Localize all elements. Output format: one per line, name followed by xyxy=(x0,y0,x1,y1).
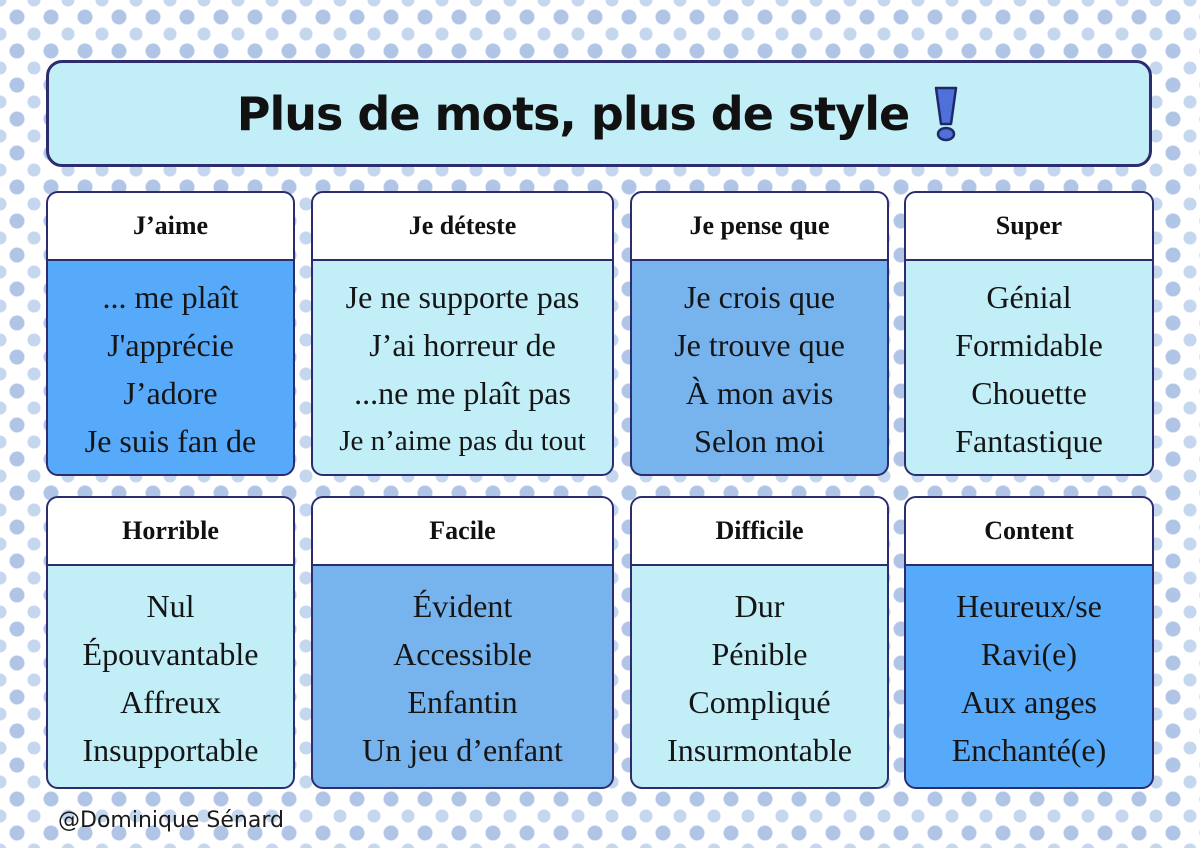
card-body xyxy=(906,566,1152,787)
card-je-pense-que xyxy=(630,191,889,476)
card-heading: Super xyxy=(906,193,1152,261)
list-item: Affreux xyxy=(120,683,221,720)
card-heading: Difficile xyxy=(632,498,887,566)
card-horrible xyxy=(46,496,295,789)
list-item: J'apprécie xyxy=(107,326,234,363)
list-item: À mon avis xyxy=(685,374,834,411)
card-body xyxy=(632,566,887,787)
list-item: ... me plaît xyxy=(102,278,239,315)
list-item: Heureux/se xyxy=(956,587,1102,624)
list-item: Insurmontable xyxy=(667,731,852,768)
list-item: Pénible xyxy=(711,635,808,672)
list-item: Épouvantable xyxy=(82,635,259,672)
author-credit: @Dominique Sénard xyxy=(58,808,284,833)
card-body xyxy=(906,261,1152,474)
list-item: Fantastique xyxy=(955,422,1103,459)
exclamation-icon xyxy=(931,86,961,142)
list-item: Je crois que xyxy=(683,278,836,315)
list-item: Enchanté(e) xyxy=(951,731,1107,768)
page-title: Plus de mots, plus de style xyxy=(236,86,910,141)
card-body xyxy=(48,566,293,787)
list-item: Chouette xyxy=(971,374,1087,411)
card-heading: Facile xyxy=(313,498,612,566)
card-body xyxy=(313,261,612,474)
list-item: Compliqué xyxy=(688,683,831,720)
list-item: Je ne supporte pas xyxy=(345,278,580,315)
card-facile xyxy=(311,496,614,789)
card-body xyxy=(48,261,293,474)
list-item: Accessible xyxy=(393,635,532,672)
list-item: Dur xyxy=(734,587,785,624)
list-item: Formidable xyxy=(955,326,1103,363)
card-heading: Content xyxy=(906,498,1152,566)
card-heading: J’aime xyxy=(48,193,293,261)
list-item: Ravi(e) xyxy=(981,635,1077,672)
list-item: Je n’aime pas du tout xyxy=(339,424,586,457)
list-item: J’adore xyxy=(123,374,218,411)
list-item: Évident xyxy=(412,587,513,624)
list-item: Selon moi xyxy=(694,422,825,459)
card-jaime xyxy=(46,191,295,476)
card-body xyxy=(313,566,612,787)
list-item: ...ne me plaît pas xyxy=(354,374,571,411)
card-body xyxy=(632,261,887,474)
card-content xyxy=(904,496,1154,789)
list-item: Je trouve que xyxy=(674,326,845,363)
list-item: Nul xyxy=(146,587,195,624)
card-heading: Je pense que xyxy=(632,193,887,261)
card-super xyxy=(904,191,1154,476)
card-difficile xyxy=(630,496,889,789)
list-item: Enfantin xyxy=(407,683,518,720)
list-item: Génial xyxy=(986,278,1072,315)
list-item: Insupportable xyxy=(82,731,259,768)
card-heading: Je déteste xyxy=(313,193,612,261)
card-je-deteste xyxy=(311,191,614,476)
title-banner xyxy=(46,60,1152,167)
list-item: Un jeu d’enfant xyxy=(362,731,563,768)
list-item: J’ai horreur de xyxy=(369,326,556,363)
list-item: Aux anges xyxy=(961,683,1097,720)
list-item: Je suis fan de xyxy=(84,422,257,459)
card-heading: Horrible xyxy=(48,498,293,566)
